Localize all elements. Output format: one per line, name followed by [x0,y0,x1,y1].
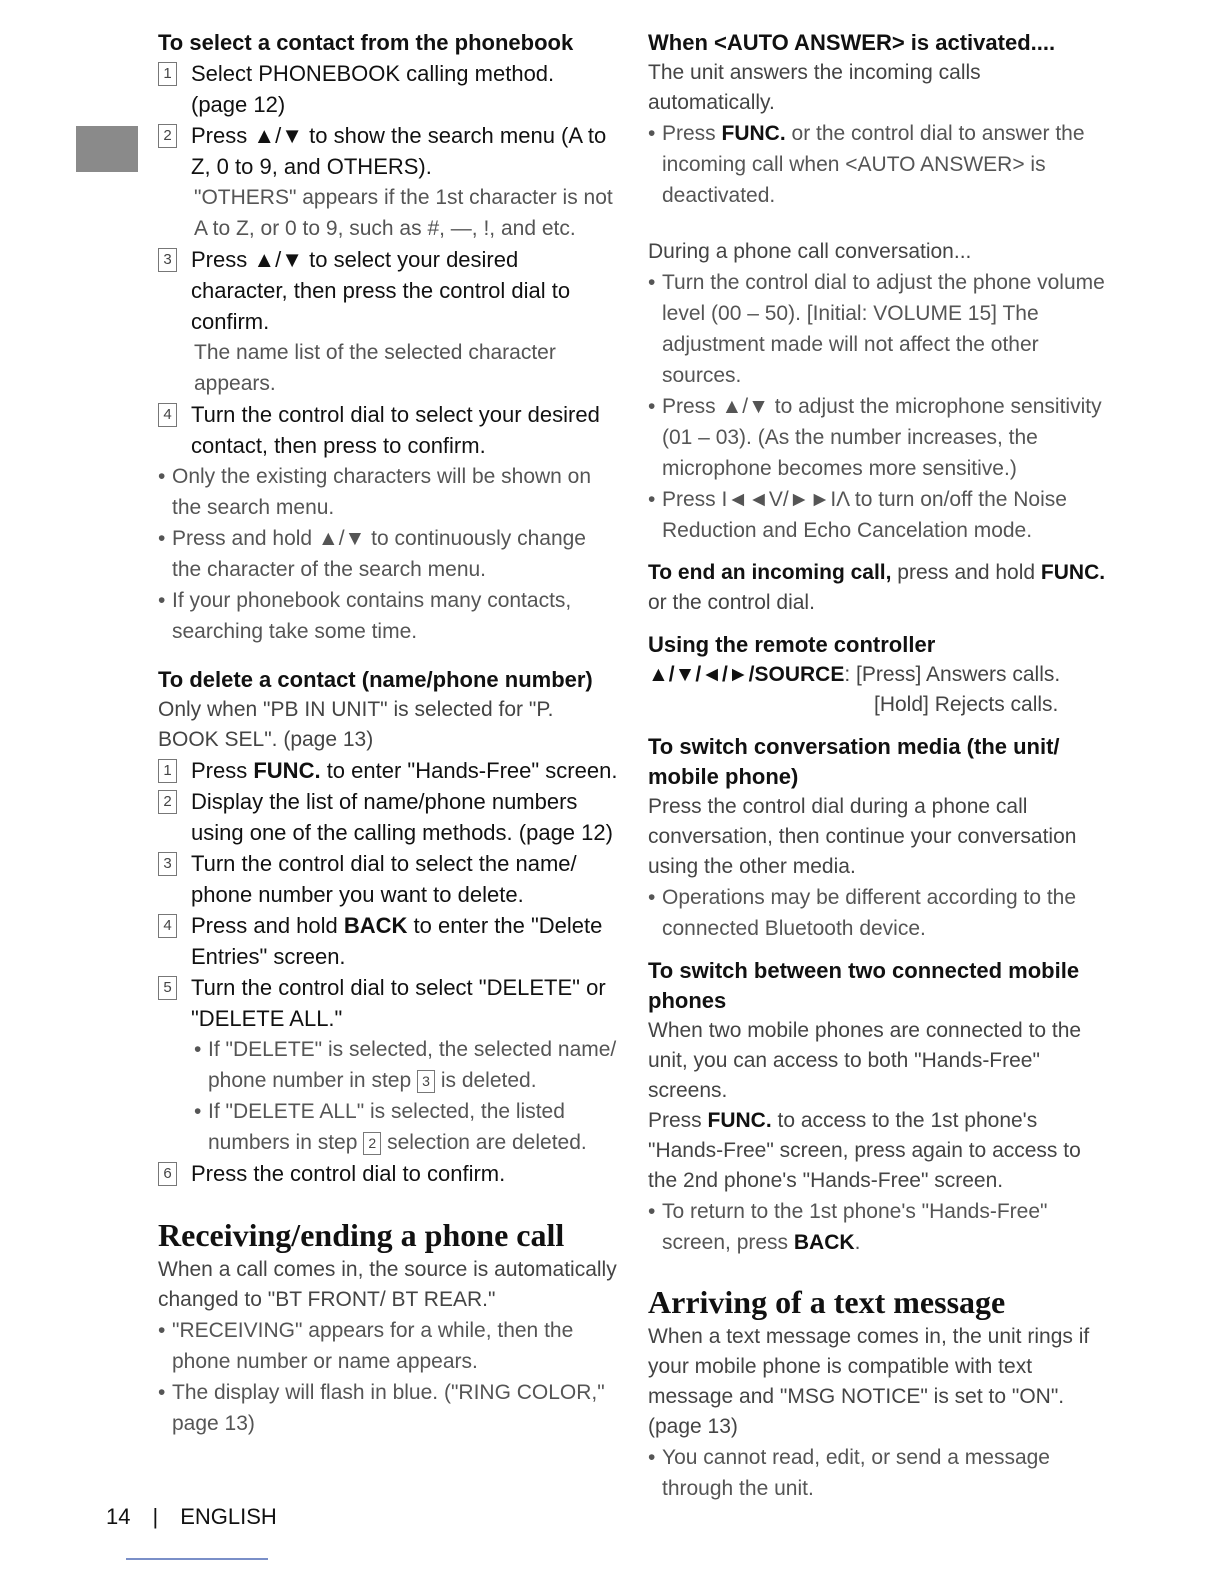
step-number: 3 [158,248,177,272]
step-number: 3 [158,852,177,876]
select-step-1 [158,58,618,120]
footer-separator: | [152,1504,159,1529]
step-text-page-ref: (page 12) [191,92,286,117]
switch-media-text: Press the control dial during a phone call conversation, then continue your conversation using the other media. [648,795,1077,878]
auto-answer-heading: When <AUTO ANSWER> is activated.... [648,30,1056,55]
auto-answer-text: The unit answers the incoming calls automatically. [648,61,981,114]
step-number: 1 [158,62,177,86]
step-number: 1 [158,759,177,783]
delete-step-2 [158,786,618,848]
delete-intro: Only when "PB IN UNIT" is selected for "P. BOOK SEL". (page 13) [158,698,554,751]
delete-step-6 [158,1158,618,1189]
step-number: 5 [158,976,177,1000]
step-text: Display the list of name/phone numbers using one of the calling methods. (page 12) [191,789,613,845]
receiving-call-title: Receiving/ending a phone call [158,1217,565,1253]
page-number: 14 [106,1504,131,1529]
section-tab-marker [76,126,138,172]
switch-phones-heading: To switch between two connected mobile phones [648,958,1080,1013]
delete-step-4: 4 Press and hold BACK to enter the "Delete Entries" screen. [158,910,618,972]
left-column [158,28,618,1439]
remote-controller-heading: Using the remote controller [648,632,936,657]
select-contact-heading: To select a contact from the phonebook [158,30,574,55]
step-number: 4 [158,914,177,938]
list-item: • Press I◄◄V/►►IΛ to turn on/off the Noise Reduction and Echo Cancelation mode. [648,488,1067,542]
delete-step-3 [158,848,618,910]
list-item: • Press ▲/▼ to adjust the microphone sensitivity (01 – 03). (As the number increases, the microphone becomes more sensitive.) [648,395,1102,480]
delete-contact-heading: To delete a contact (name/phone number) [158,667,593,692]
list-item: • You cannot read, edit, or send a message through the unit. [648,1446,1050,1500]
step-ref: 3 [417,1070,435,1093]
step-ref: 2 [363,1132,381,1155]
step-note: The name list of the selected character appears. [194,341,556,395]
step-number: 6 [158,1162,177,1186]
step-number: 4 [158,403,177,427]
select-step-3 [158,244,618,337]
footer-language: ENGLISH [180,1504,277,1529]
step-note: "OTHERS" appears if the 1st character is not A to Z, or 0 to 9, such as #, —, !, and etc. [194,186,613,240]
step-text: Turn the control dial to select your desired contact, then press to confirm. [191,402,600,458]
switch-phones-text: When two mobile phones are connected to the unit, you can access to both "Hands-Free" screens. [648,1019,1082,1102]
list-item: • The display will flash in blue. ("RING COLOR," page 13) [158,1381,605,1435]
select-step-4 [158,399,618,461]
page-footer [106,1504,277,1530]
list-item: • "RECEIVING" appears for a while, then the phone number or name appears. [158,1319,574,1373]
step-text: Press ▲/▼ to show the search menu (A to Z, 0 to 9, and OTHERS). [191,123,607,179]
right-column [648,28,1108,1504]
switch-media-heading: To switch conversation media (the unit/ mobile phone) [648,734,1060,789]
end-call-text: To end an incoming call, press and hold FUNC. or the control dial. [648,561,1106,614]
list-item: • To return to the 1st phone's "Hands-Free" screen, press BACK. [648,1200,1048,1254]
list-item: • Operations may be different according to the connected Bluetooth device. [648,886,1077,940]
list-item: • Press and hold ▲/▼ to continuously change the character of the search menu. [158,527,586,581]
switch-phones-text-2: Press FUNC. to access to the 1st phone's "Hands-Free" screen, press again to access to the 2nd phone's "Hands-Free" screen. [648,1109,1081,1192]
footer-rule [126,1558,268,1560]
step-text: Turn the control dial to select "DELETE" or "DELETE ALL." [191,975,606,1031]
list-item: • If "DELETE" is selected, the selected name/ phone number in step 3 is deleted. [194,1038,617,1092]
delete-step-1: 1 Press FUNC. to enter "Hands-Free" screen. [158,755,618,786]
receiving-intro: When a call comes in, the source is automatically changed to "BT FRONT/ BT REAR." [158,1258,617,1311]
text-message-intro: When a text message comes in, the unit rings if your mobile phone is compatible with text message and "MSG NOTICE" is set to "ON". (page 13) [648,1325,1090,1438]
select-step-2 [158,120,618,182]
remote-hold-line: [Hold] Rejects calls. [874,693,1059,716]
step-text: Turn the control dial to select the name/ phone number you want to delete. [191,851,577,907]
during-call-text: During a phone call conversation... [648,240,972,263]
step-text: Press ▲/▼ to select your desired character, then press the control dial to confirm. [191,247,571,334]
list-item: • Turn the control dial to adjust the phone volume level (00 – 50). [Initial: VOLUME 15] The adjustment made will not affect the other sources. [648,271,1105,387]
list-item: • If your phonebook contains many contacts, searching take some time. [158,589,572,643]
text-message-title: Arriving of a text message [648,1284,1006,1320]
delete-step-5 [158,972,618,1034]
list-item: • Press FUNC. or the control dial to answer the incoming call when <AUTO ANSWER> is deactivated. [648,122,1085,207]
step-number: 2 [158,790,177,814]
list-item: • If "DELETE ALL" is selected, the listed numbers in step 2 selection are deleted. [194,1100,587,1154]
remote-press-line: ▲/▼/◄/►/SOURCE: [Press] Answers calls. [648,663,1061,686]
step-number: 2 [158,124,177,148]
step-text: Select PHONEBOOK calling method. [191,61,555,86]
step-text: Press the control dial to confirm. [191,1161,506,1186]
list-item: • Only the existing characters will be shown on the search menu. [158,465,592,519]
